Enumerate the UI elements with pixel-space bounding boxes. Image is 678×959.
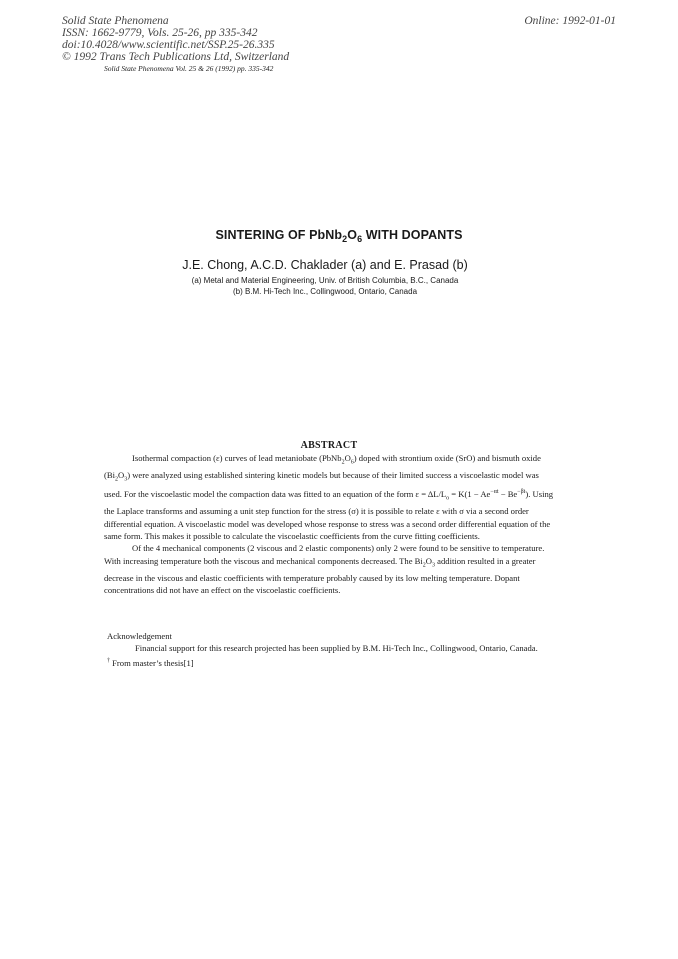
journal-reference: Solid State Phenomena Vol. 25 & 26 (1992) pp. 335-342 [104,64,274,73]
acknowledgement-section [107,630,557,669]
online-date: Online: 1992-01-01 [524,15,616,27]
affiliation-a: (a) Metal and Material Engineering, Univ. of British Columbia, B.C., Canada [191,276,459,285]
abstract-paragraph-1: Isothermal compaction (ε) curves of lead metaniobate $(PbNb_2O_6)$ doped with strontium oxide (SrO) and bismuth oxide $(Bi_2O_3)$ were analyzed using established sintering kinetic models but because of their limited success a viscoelastic model was used. For the viscoelastic model the compaction data was fitted to an equation of the form $\varepsilon = \Delta L/L_o = K(1 - Ae^{-\alpha t} - Be^{-\beta t})$. Using the Laplace transforms and assuming a unit step function for the stress (σ) it is possible to relate ε with σ via a second order differential equation. A viscoelastic model was developed whose response to stress was a second order differential equation of the same form. This makes it possible to calculate the viscoelastic coefficients from the curve fitting coefficients. [104,453,554,542]
doi-line: doi:10.4028/www.scientific.net/SSP.25-26.335 [62,39,275,51]
journal-name: Solid State Phenomena [62,15,169,27]
issn-line: ISSN: 1662-9779, Vols. 25-26, pp 335-342 [62,27,258,39]
abstract-paragraph-2: Of the 4 mechanical components (2 viscous and 2 elastic components) only 2 were found to be sensitive to temperature. With increasing temperature both the viscous and mechanical components decreased. The $Bi_2O_3$ addition resulted in a greater decrease in the viscous and elastic coefficients with temperature probably caused by its low melting temperature. Dopant concentrations did not have an effect on the viscoelastic coefficients. [104,543,545,596]
journal-header [62,15,289,74]
copyright-line: © 1992 Trans Tech Publications Ltd, Switzerland [62,51,290,63]
acknowledgement-body: Financial support for this research projected has been supplied by B.M. Hi-Tech Inc., Collingwood, Ontario, Canada. [135,643,538,654]
author-list: J.E. Chong, A.C.D. Chaklader (a) and E. Prasad (b) [182,258,468,272]
abstract-body [104,452,554,597]
footnote: † From master’s thesis[1] [107,657,194,668]
affiliation-b: (b) B.M. Hi-Tech Inc., Collingwood, Ontario, Canada [232,287,418,296]
paper-title: SINTERING OF $PbNb_2O_6$ WITH DOPANTS [215,228,463,244]
abstract-heading: ABSTRACT [300,440,358,451]
acknowledgement-heading: Acknowledgement [107,631,172,641]
